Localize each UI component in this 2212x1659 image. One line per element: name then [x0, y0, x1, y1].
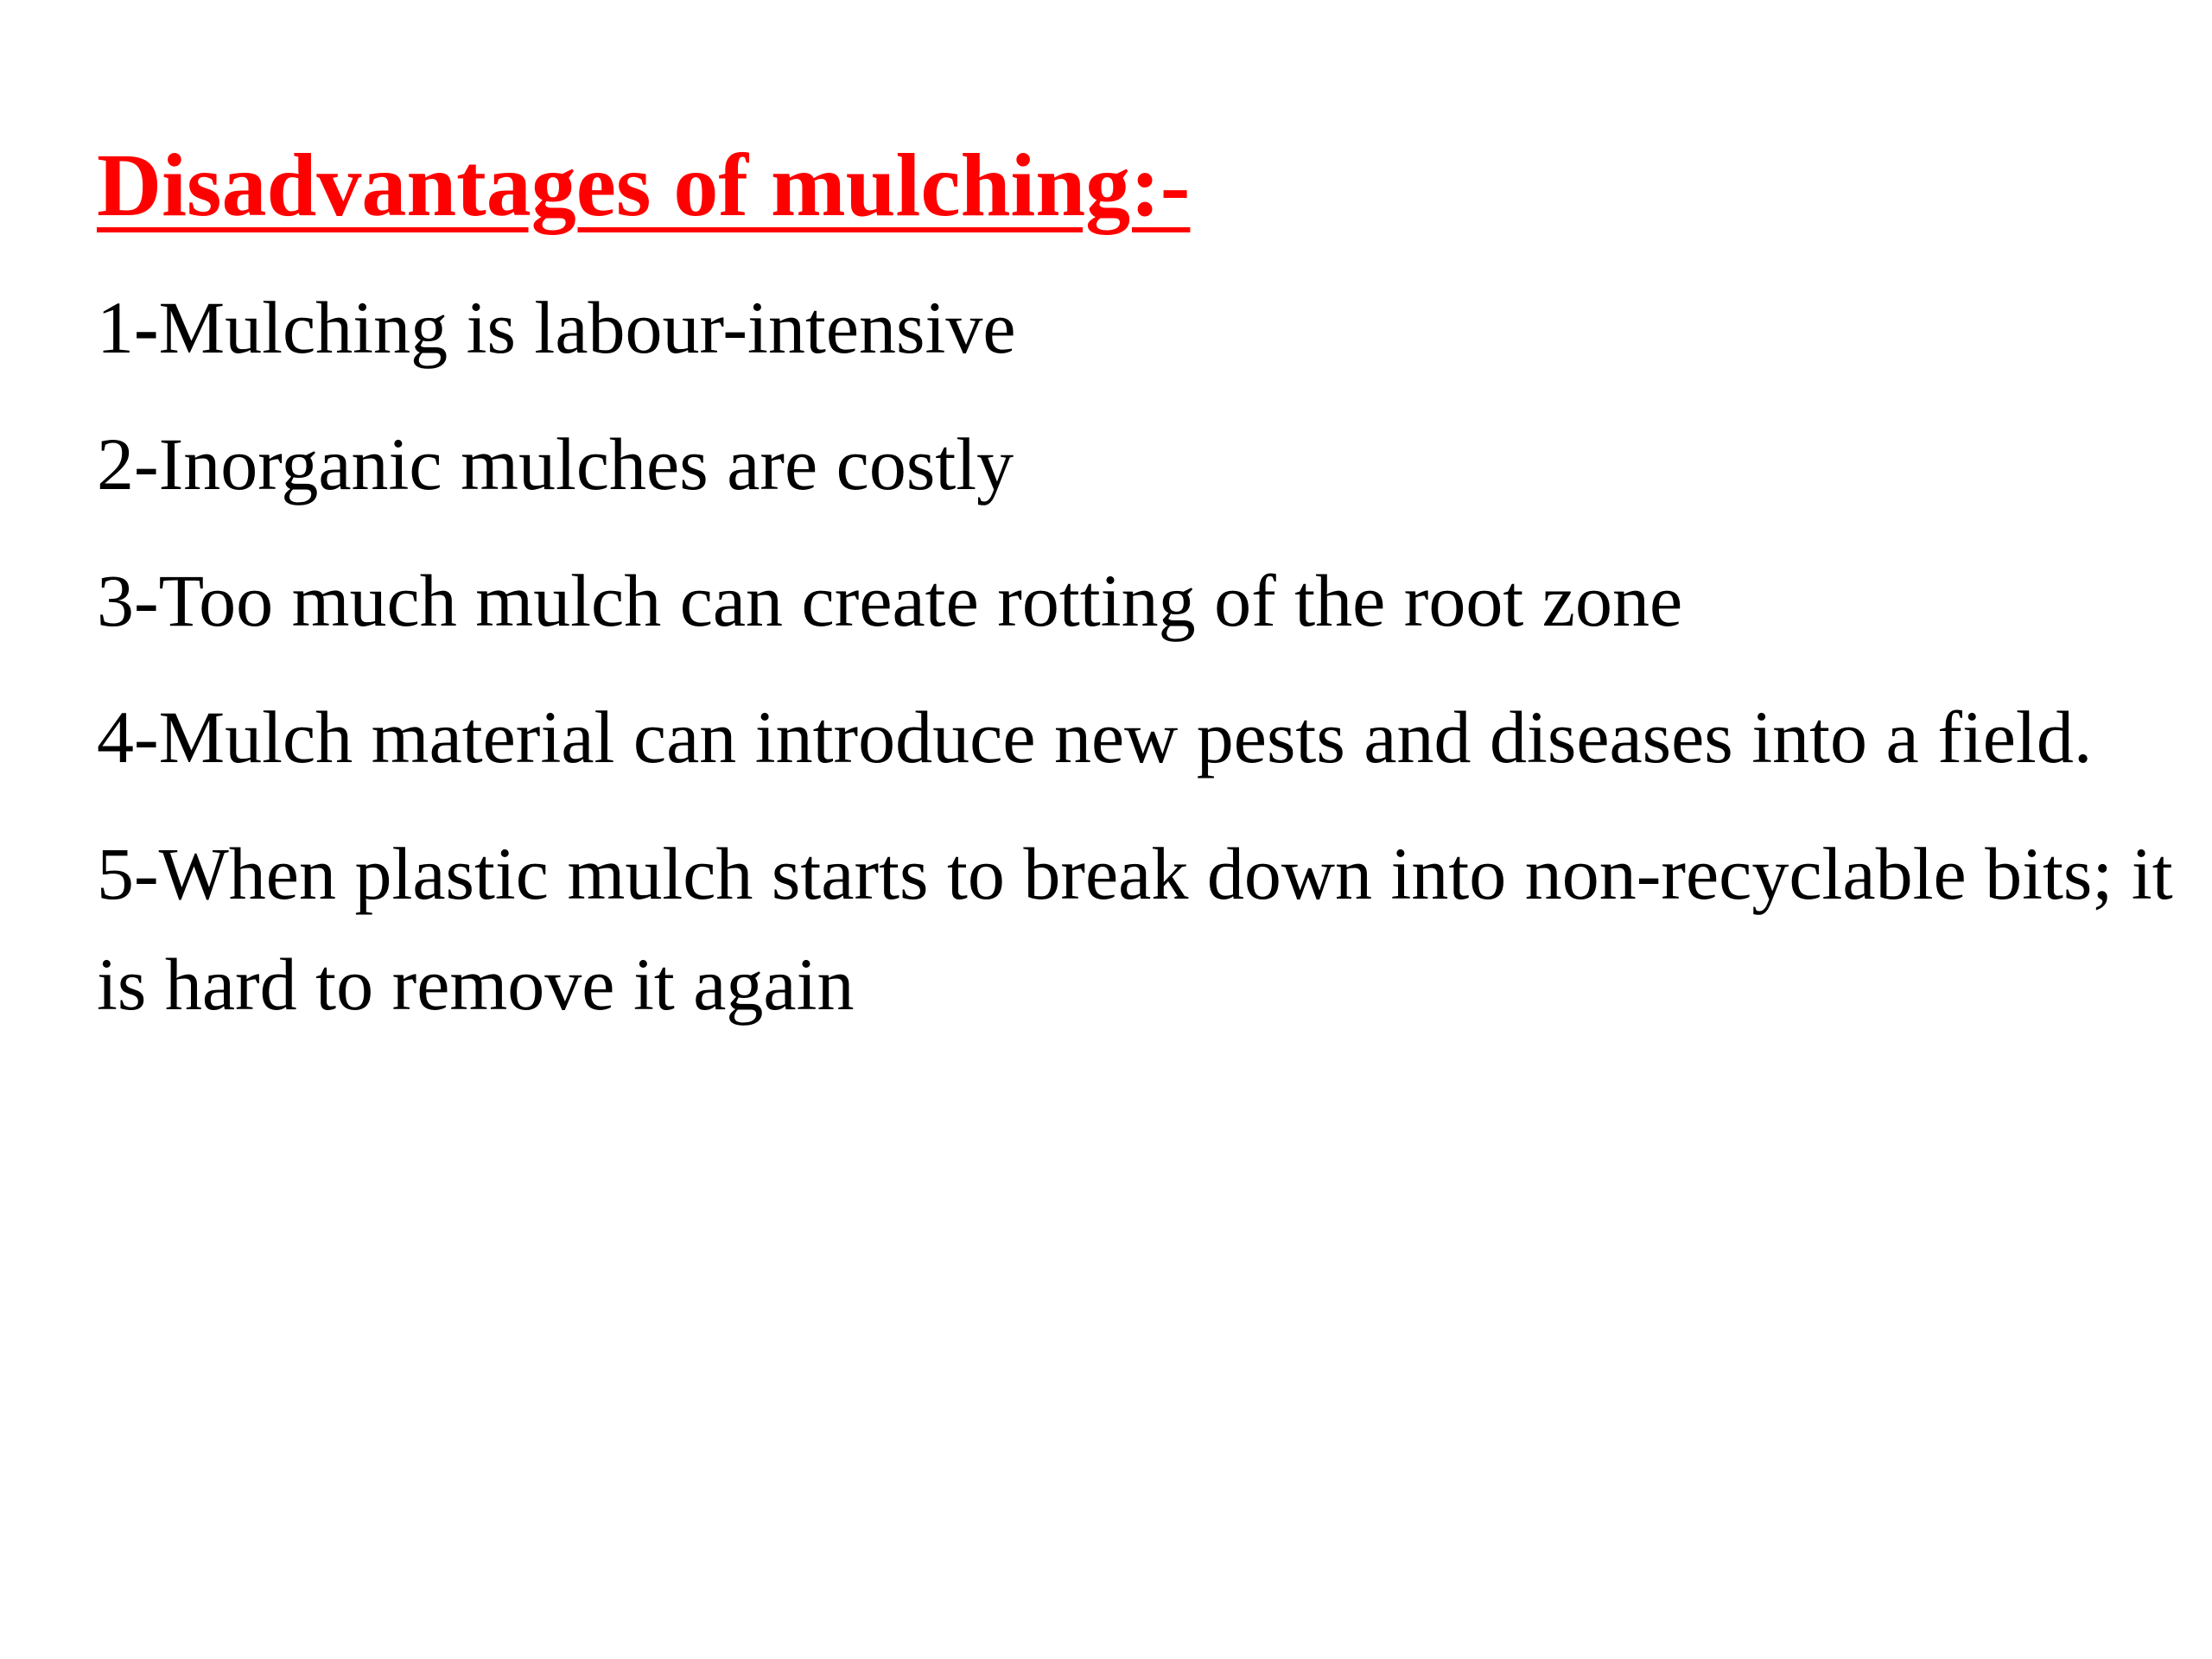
- item-number: 2-: [97, 423, 159, 505]
- item-text: Too much mulch can create rotting of the root zone: [158, 559, 1683, 642]
- item-text: Mulching is labour-intensive: [158, 286, 1016, 369]
- item-text: When plastic mulch starts to break down into non-recyclable bits; it is hard to remove it again: [97, 832, 2173, 1026]
- slide-title: Disadvantages of mulching:-: [97, 136, 1191, 235]
- item-number: 1-: [97, 286, 159, 369]
- item-text: Inorganic mulches are costly: [158, 423, 1014, 505]
- list-item-3: [97, 545, 2196, 656]
- list-item-2: [97, 409, 2196, 519]
- list-item-4: [97, 682, 2196, 792]
- item-number: 3-: [97, 559, 159, 642]
- disadvantages-list: [97, 272, 2196, 1065]
- item-number: 5-: [97, 832, 159, 915]
- list-item-5: [97, 818, 2196, 1039]
- item-number: 4-: [97, 696, 159, 779]
- list-item-1: [97, 272, 2196, 383]
- item-text: Mulch material can introduce new pests and diseases into a field.: [158, 696, 2093, 779]
